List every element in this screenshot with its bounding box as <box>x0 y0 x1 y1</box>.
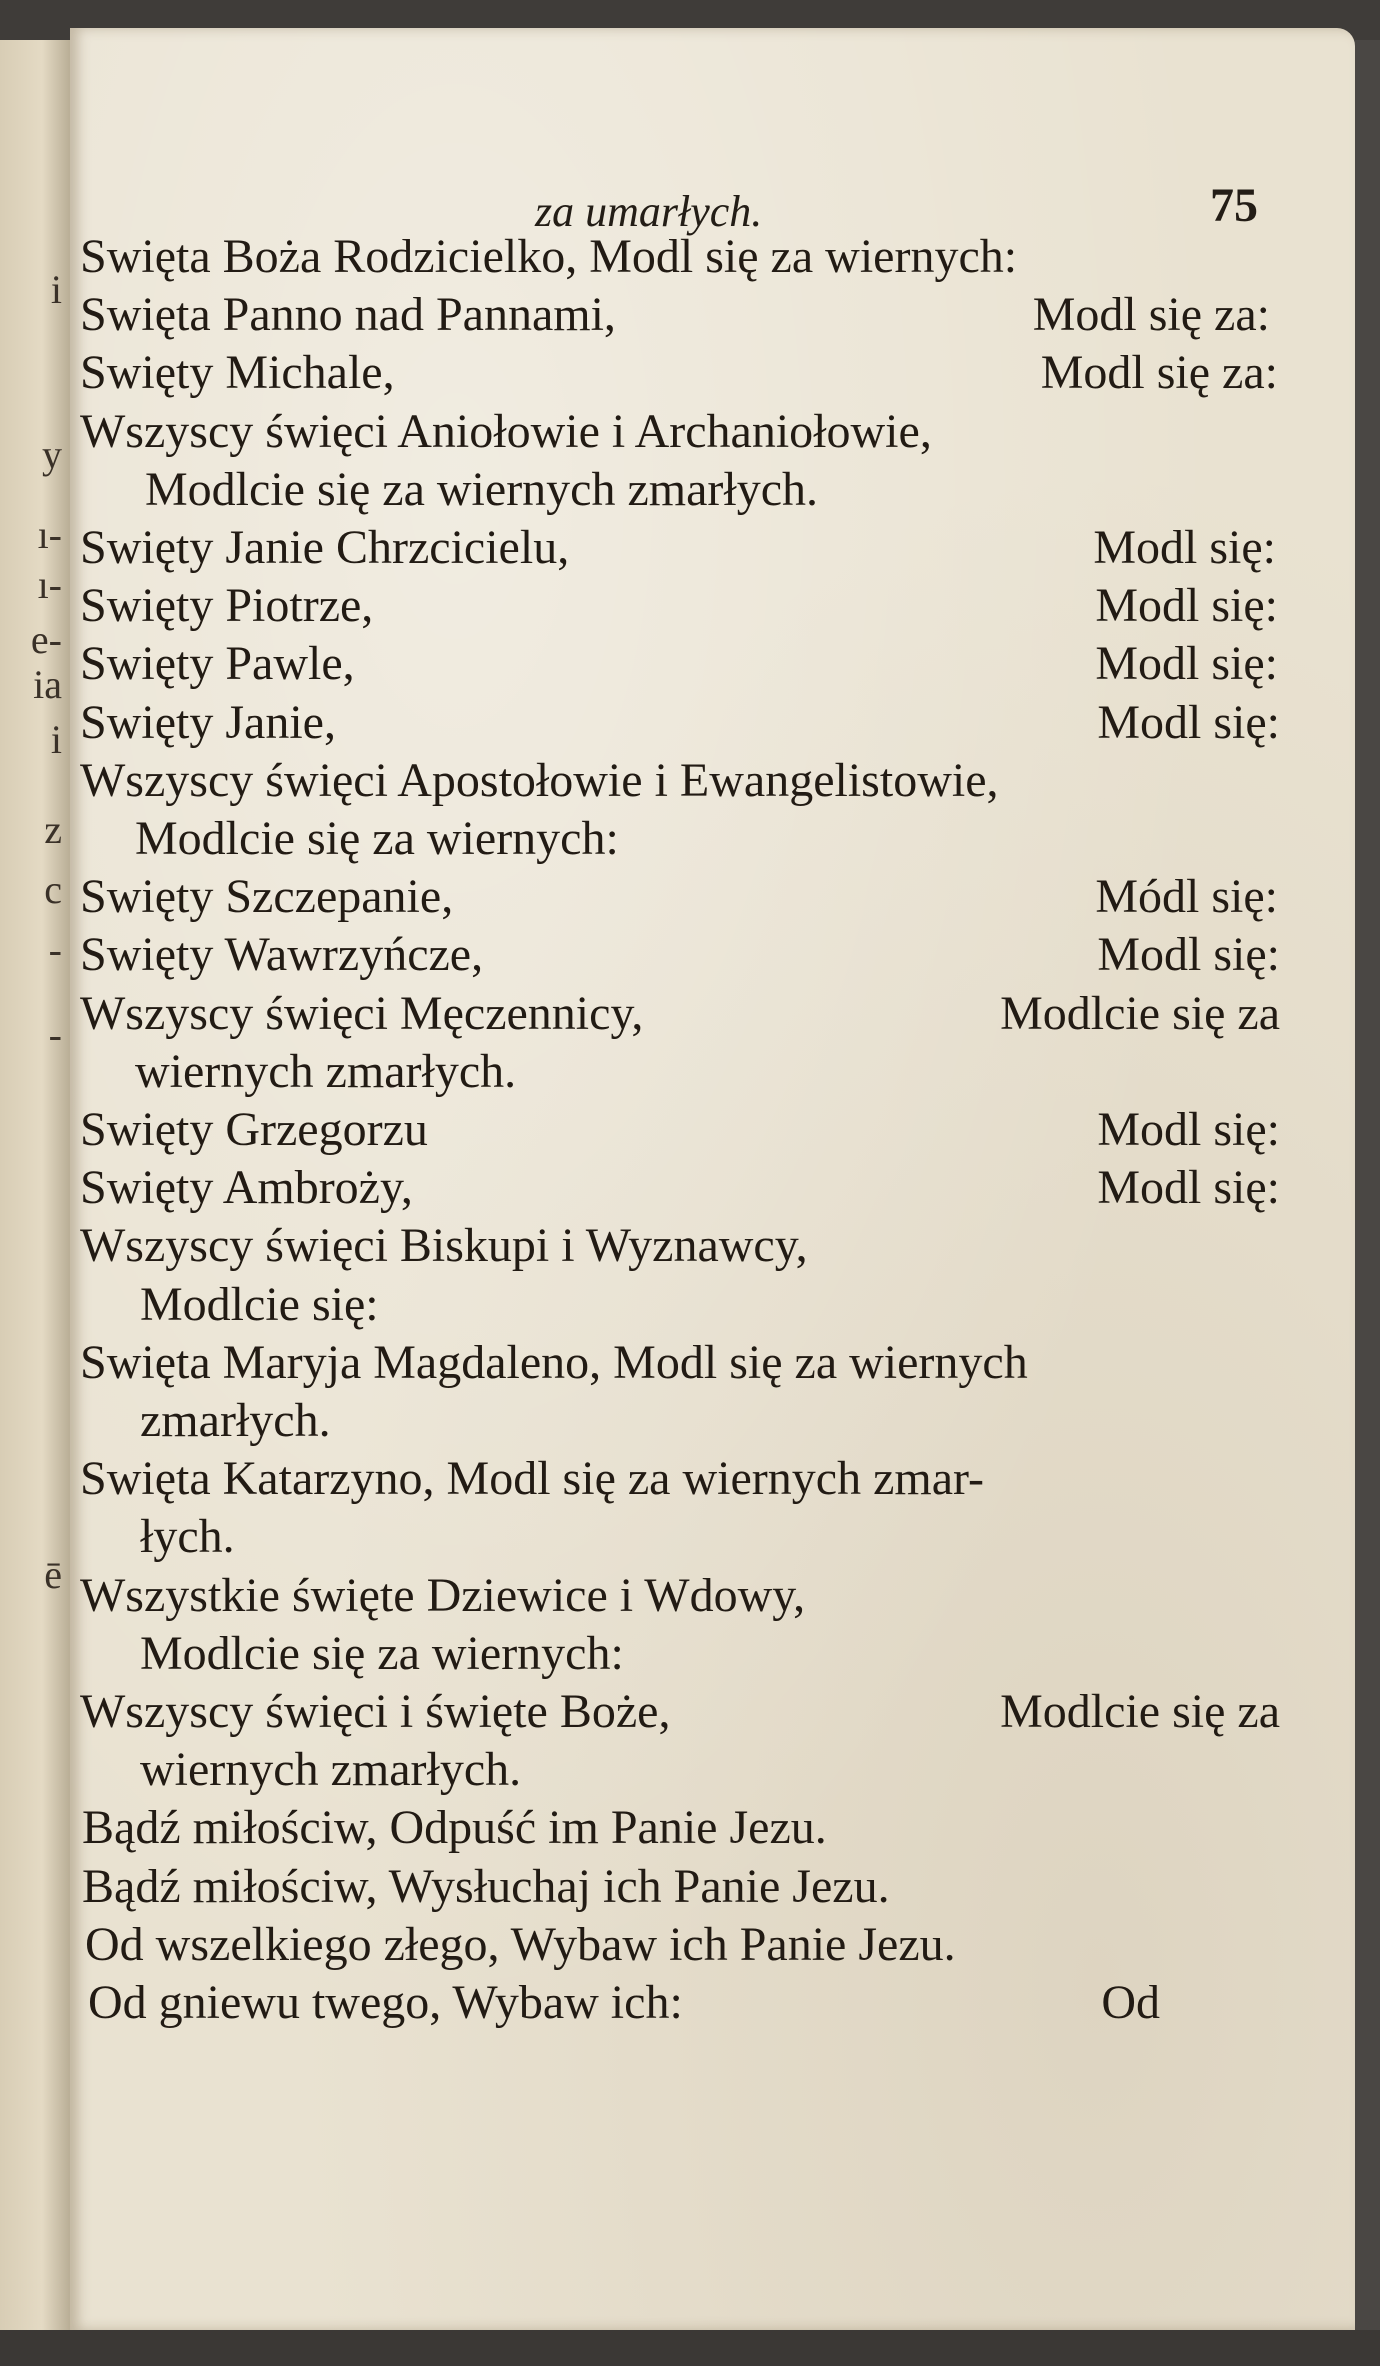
line-text: Od gniewu twego, Wybaw ich: <box>88 1976 683 2029</box>
line-text: Wszyscy święci Apostołowie i Ewangelistowie, <box>80 754 999 807</box>
line-response: Modl się: <box>1097 696 1280 749</box>
scan-background-bottom <box>0 2330 1380 2366</box>
previous-page-fragment: i <box>50 717 62 762</box>
text-line <box>80 401 1270 463</box>
text-line <box>145 459 1270 521</box>
text-line <box>80 866 1278 928</box>
text-line <box>80 342 1278 404</box>
line-text: Swięty Piotrze, <box>80 579 374 632</box>
text-line <box>80 284 1270 346</box>
line-text: łych. <box>140 1510 235 1563</box>
previous-page-fragment: - <box>48 1012 62 1057</box>
line-text: zmarłych. <box>140 1394 331 1447</box>
previous-page-fragment: i <box>50 267 62 312</box>
text-line <box>88 1972 1160 2034</box>
text-line <box>80 692 1280 754</box>
line-text: Swięty Janie, <box>80 696 336 749</box>
line-text: Swięty Janie Chrzcicielu, <box>80 521 570 574</box>
text-line <box>140 1390 1270 1452</box>
text-line <box>80 1157 1280 1219</box>
line-response: Modl się: <box>1093 521 1276 574</box>
line-text: Bądź miłościw, Wysłuchaj ich Panie Jezu. <box>82 1860 890 1913</box>
line-response: Modl się: <box>1097 928 1280 981</box>
previous-page-fragment: - <box>48 927 62 972</box>
text-line <box>140 1623 1270 1685</box>
line-text: Bądź miłościw, Odpuść im Panie Jezu. <box>82 1801 827 1854</box>
line-text: Wszyscy święci i święte Boże, <box>80 1685 671 1738</box>
line-text: Swięty Grzegorzu <box>80 1103 428 1156</box>
line-response: Módl się: <box>1095 870 1278 923</box>
previous-page-fragment: y <box>42 432 62 477</box>
line-text: Modlcie się za wiernych: <box>140 1627 624 1680</box>
text-line <box>80 750 1270 812</box>
previous-page-fragment: z <box>44 807 62 852</box>
line-response: Modl się za: <box>1040 346 1278 399</box>
text-line <box>140 1739 1270 1801</box>
text-line <box>82 1797 1270 1859</box>
line-response: Modl się: <box>1095 579 1278 632</box>
line-text: Swięty Wawrzyńcze, <box>80 928 484 981</box>
line-text: Wszyscy święci Aniołowie i Archaniołowie, <box>80 405 932 458</box>
line-text: Swięta Panno nad Pannami, <box>80 288 616 341</box>
text-line <box>80 575 1278 637</box>
previous-page-fragment: ı- <box>37 512 62 557</box>
previous-page-fragment: ı- <box>37 562 62 607</box>
previous-page-fragment: ē <box>44 1552 62 1597</box>
line-text: Wszyscy święci Męczennicy, <box>80 987 644 1040</box>
text-line <box>80 1215 1270 1277</box>
line-text: Modlcie się za wiernych: <box>135 812 619 865</box>
line-text: wiernych zmarłych. <box>140 1743 522 1796</box>
text-line <box>135 808 1270 870</box>
previous-page-letters <box>0 40 70 2330</box>
line-text: Swięty Szczepanie, <box>80 870 454 923</box>
line-text: Modlcie się: <box>140 1278 379 1331</box>
line-text: Swięta Maryja Magdaleno, Modl się za wiernych <box>80 1336 1028 1389</box>
page-number: 75 <box>1210 179 1258 232</box>
line-text: Wszystkie święte Dziewice i Wdowy, <box>80 1569 806 1622</box>
text-line <box>80 1332 1280 1394</box>
running-title: za umarłych. <box>535 187 763 236</box>
previous-page-fragment: e- <box>30 617 62 662</box>
line-response: Modlcie się za <box>1000 987 1280 1040</box>
line-text: wiernych zmarłych. <box>135 1045 517 1098</box>
text-line <box>85 1914 1270 1976</box>
text-line <box>80 633 1278 695</box>
text-line <box>140 1506 1270 1568</box>
text-line <box>80 983 1280 1045</box>
text-line <box>80 1681 1280 1743</box>
previous-page-fragment: ia <box>33 662 62 707</box>
line-response: Modl się za: <box>1032 288 1270 341</box>
text-line <box>80 1565 1270 1627</box>
previous-page-edge <box>0 40 70 2330</box>
text-line <box>135 1041 1270 1103</box>
line-response: Od <box>1101 1976 1160 2029</box>
line-response: Modl się: <box>1097 1103 1280 1156</box>
line-text: Swięty Ambroży, <box>80 1161 413 1214</box>
line-text: Swięty Pawle, <box>80 637 355 690</box>
line-response: Modl się: <box>1095 637 1278 690</box>
line-text: Od wszelkiego złego, Wybaw ich Panie Jezu. <box>85 1918 956 1971</box>
line-text: Wszyscy święci Biskupi i Wyznawcy, <box>80 1219 808 1272</box>
text-line <box>82 1856 1270 1918</box>
line-text: Swięta Katarzyno, Modl się za wiernych zmar- <box>80 1452 985 1505</box>
text-line <box>80 226 1290 288</box>
text-line <box>80 1099 1280 1161</box>
line-text: Swięty Michale, <box>80 346 395 399</box>
text-line <box>80 1448 1280 1510</box>
text-line <box>80 924 1280 986</box>
text-line <box>80 517 1276 579</box>
line-response: Modl się: <box>1097 1161 1280 1214</box>
line-text: Swięta Boża Rodzicielko, Modl się za wiernych: <box>80 230 1018 283</box>
line-text: Modlcie się za wiernych zmarłych. <box>145 463 819 516</box>
book-page <box>70 28 1355 2330</box>
line-response: Modlcie się za <box>1000 1685 1280 1738</box>
text-line <box>140 1274 1270 1336</box>
previous-page-fragment: c <box>44 867 62 912</box>
